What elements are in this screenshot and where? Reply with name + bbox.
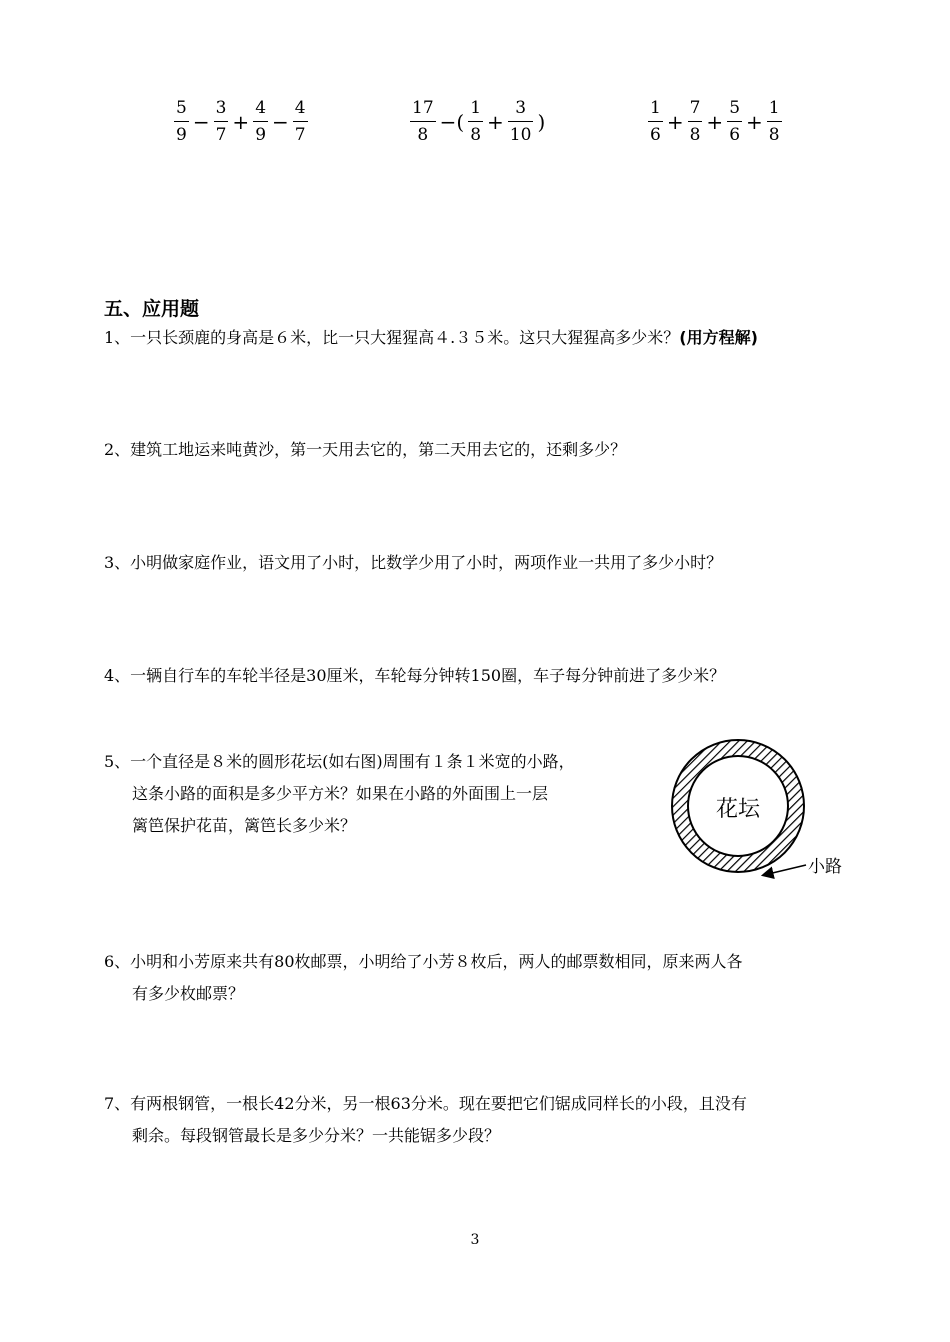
question-1 (104, 322, 758, 354)
fraction-expression-3 (646, 98, 784, 145)
fraction-bar (174, 121, 189, 122)
numerator: 1 (650, 98, 661, 118)
denominator: 10 (509, 125, 532, 145)
fraction-bar (468, 121, 483, 122)
fraction (214, 98, 229, 145)
denominator: 7 (215, 125, 227, 145)
question-7 (104, 1088, 747, 1152)
fraction (174, 98, 189, 145)
section-title: 五、应用题 (104, 298, 200, 320)
fraction (727, 98, 742, 145)
denominator: 8 (417, 125, 429, 145)
flowerbed-figure (666, 728, 856, 898)
numerator: 3 (515, 98, 527, 118)
fraction-bar (214, 121, 229, 122)
question-3 (104, 547, 722, 579)
question-6-line-1: 6、小明和小芳原来共有80枚邮票，小明给了小芳８枚后，两人的邮票数相同，原来两人各 (104, 952, 743, 971)
denominator: 8 (470, 125, 482, 145)
question-5 (104, 746, 575, 842)
question-1-note: (用方程解) (679, 328, 758, 347)
question-4-text: 4、一辆自行车的车轮半径是30厘米，车轮每分钟转150圈，车子每分钟前进了多少米？ (104, 666, 726, 685)
question-5-line-2: 这条小路的面积是多少平方米？如果在小路的外面围上一层 (132, 784, 549, 803)
fraction (648, 98, 663, 145)
denominator: 7 (294, 125, 306, 145)
denominator: 8 (768, 125, 780, 145)
numerator: 17 (412, 98, 434, 118)
question-4 (104, 660, 725, 692)
arrow-icon (764, 865, 806, 875)
operator: −( (439, 109, 465, 134)
fraction-bar (727, 121, 742, 122)
question-7-line-2: 剩余。每段钢管最长是多少分米？一共能锯多少段？ (132, 1126, 501, 1145)
operator: ) (537, 109, 546, 134)
path-label: 小路 (808, 857, 842, 877)
question-1-text: 1、一只长颈鹿的身高是６米，比一只大猩猩高４.３５米。这只大猩猩高多少米？ (104, 328, 680, 347)
operator: + (487, 109, 504, 134)
fraction-bar (767, 121, 782, 122)
denominator: 9 (176, 125, 187, 145)
numerator: 1 (768, 98, 780, 118)
flowerbed-label: 花坛 (715, 797, 761, 822)
fraction-bar (410, 121, 436, 122)
numerator: 3 (215, 98, 227, 118)
question-2-text: 2、建筑工地运来吨黄沙，第一天用去它的，第二天用去它的，还剩多少？ (104, 440, 627, 459)
fraction (253, 98, 268, 145)
fraction-expression-1 (172, 98, 310, 145)
operator: + (706, 109, 724, 134)
numerator: 4 (294, 98, 306, 118)
question-6-line-2: 有多少枚邮票？ (132, 984, 245, 1003)
operator: + (232, 109, 250, 134)
question-7-line-1: 7、有两根钢管，一根长42分米，另一根63分米。现在要把它们锯成同样长的小段，且没有 (104, 1094, 747, 1113)
fraction (468, 98, 483, 145)
numerator: 5 (176, 98, 187, 118)
fraction (293, 98, 308, 145)
fraction (508, 98, 534, 145)
numerator: 7 (689, 98, 701, 118)
numerator: 1 (470, 98, 482, 118)
denominator: 6 (729, 125, 741, 145)
page-number: 3 (470, 1232, 480, 1248)
question-2 (104, 434, 626, 466)
flowerbed-diagram (666, 728, 856, 898)
fraction (767, 98, 782, 145)
fraction-expression-2 (408, 98, 547, 145)
fraction-bar (508, 121, 534, 122)
fraction-bar (648, 121, 663, 122)
fraction-bar (688, 121, 703, 122)
numerator: 5 (729, 98, 741, 118)
denominator: 8 (689, 125, 701, 145)
fraction (410, 98, 436, 145)
denominator: 6 (650, 125, 661, 145)
question-6 (104, 946, 743, 1010)
question-3-text: 3、小明做家庭作业，语文用了小时，比数学少用了小时，两项作业一共用了多少小时？ (104, 553, 723, 572)
denominator: 9 (255, 125, 267, 145)
fraction (688, 98, 703, 145)
operator: + (746, 109, 763, 134)
question-5-line-1: 5、一个直径是８米的圆形花坛(如右图)周围有１条１米宽的小路， (104, 752, 575, 771)
operator: + (666, 109, 684, 134)
operator: − (272, 109, 289, 134)
fraction-bar (253, 121, 268, 122)
question-5-line-3: 篱笆保护花苗，篱笆长多少米？ (132, 816, 357, 835)
numerator: 4 (255, 98, 267, 118)
operator: − (192, 109, 210, 134)
fraction-bar (293, 121, 308, 122)
